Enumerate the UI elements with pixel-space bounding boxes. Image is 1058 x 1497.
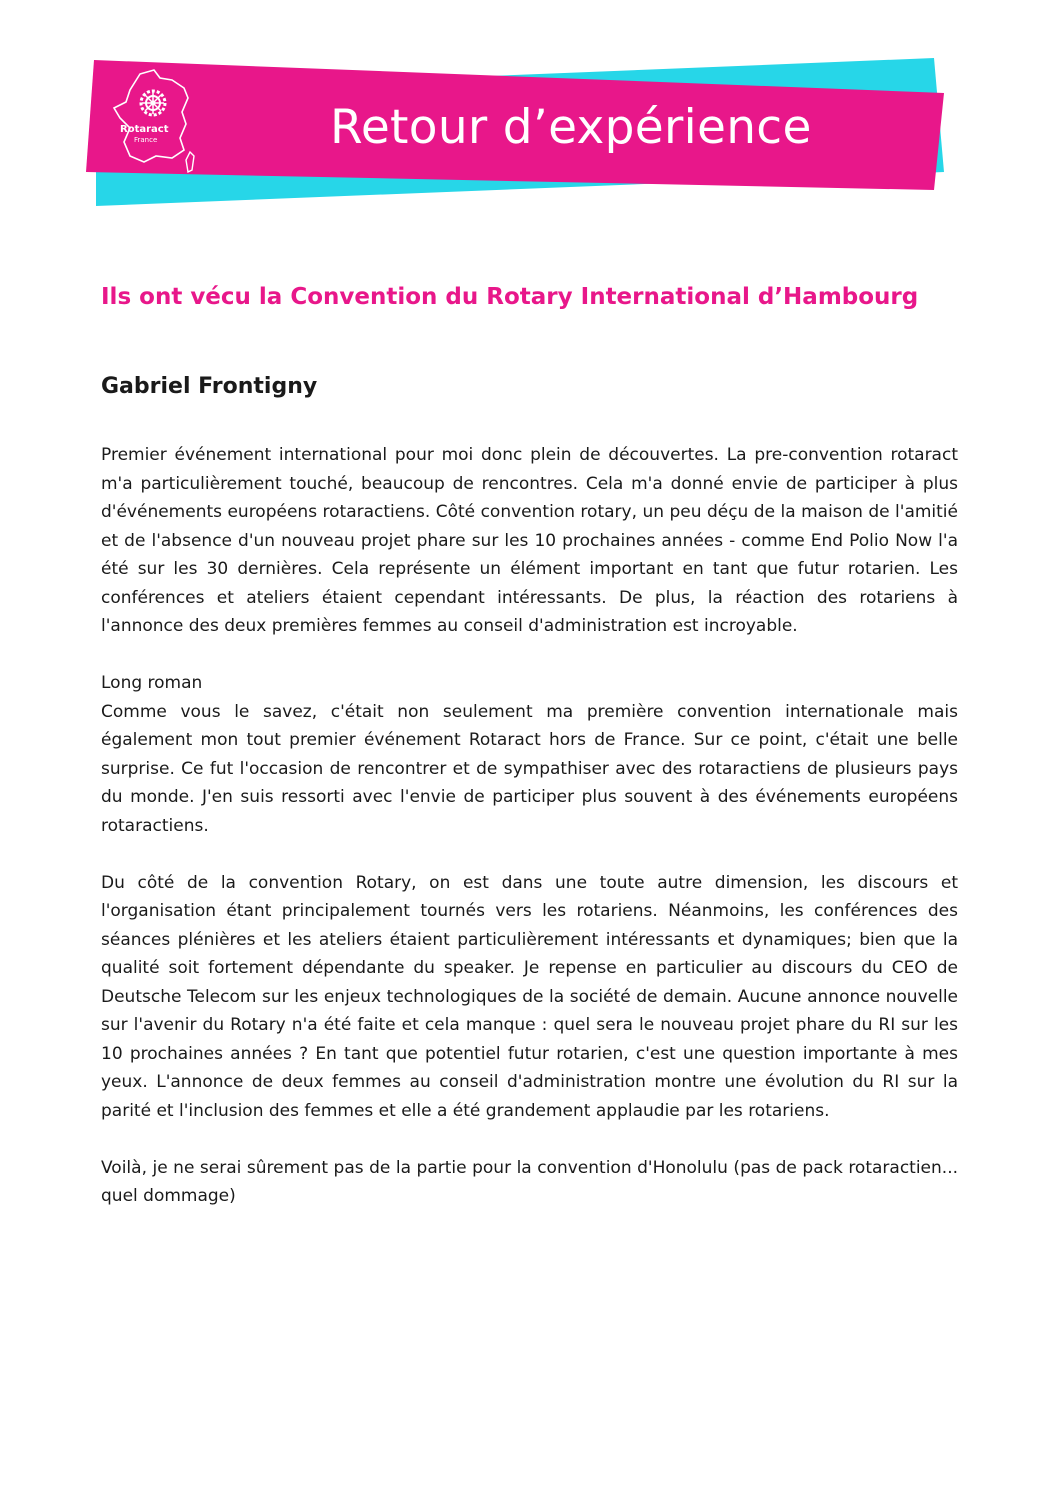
rotaract-france-logo: [110, 68, 198, 176]
logo-name: Rotaract: [120, 124, 169, 135]
paragraph-long-review-3: Voilà, je ne serai sûrement pas de la partie pour la convention d'Honolulu (pas de pack rotaractien... quel dommage): [101, 1157, 958, 1206]
long-review-label: Long roman: [101, 673, 203, 693]
paragraph-short-review: Premier événement international pour moi donc plein de découvertes. La pre-convention rotaract m'a particulièrement touché, beaucoup de rencontres. Cela m'a donné envie de participer à plus d'événements européens rotaractiens. Côté convention rotary, un peu déçu de la maison de l'amitié et de l'absence d'un nouveau projet phare sur les 10 prochaines années - comme End Polio Now l'a été sur les 30 dernières. Cela représente un élément important en tant que futur rotarien. Les conférences et ateliers étaient cependant intéressants. De plus, la réaction des rotariens à l'annonce des deux premières femmes au conseil d'administration est incroyable.: [101, 445, 958, 636]
article-body: [101, 441, 958, 1239]
logo-country: France: [134, 136, 158, 144]
paragraph-long-review-1: Comme vous le savez, c'était non seulement ma première convention internationale mais également mon tout premier événement Rotaract hors de France. Sur ce point, c'était une belle surprise. Ce fut l'occasion de rencontrer et de sympathiser avec des rotaractiens de plusieurs pays du monde. J'en suis ressorti avec l'envie de participer plus souvent à des événements européens rotaractiens.: [101, 701, 958, 836]
france-map-icon: [110, 68, 198, 176]
document-subtitle: Ils ont vécu la Convention du Rotary International d’Hambourg: [101, 284, 919, 310]
rotary-wheel-icon: [138, 88, 168, 118]
page-title: Retour d’expérience: [330, 100, 812, 155]
header-banner: [0, 0, 1058, 230]
author-name: Gabriel Frontigny: [101, 374, 318, 399]
paragraph-long-review-2: Du côté de la convention Rotary, on est dans une toute autre dimension, les discours et l'organisation étant principalement tournés vers les rotariens. Néanmoins, les conférences des séances plénières et les ateliers étaient particulièrement intéressants et dynamiques; bien que la qualité soit fortement dépendante du speaker. Je repense en particulier au discours du CEO de Deutsche Telecom sur les enjeux technologiques de la société de demain. Aucune annonce nouvelle sur l'avenir du Rotary n'a été faite et cela manque : quel sera le nouveau projet phare du RI sur les 10 prochaines années ? En tant que potentiel futur rotarien, c'est une question importante à mes yeux. L'annonce de deux femmes au conseil d'administration montre une évolution du RI sur la parité et l'inclusion des femmes et elle a été grandement applaudie par les rotariens.: [101, 872, 958, 1121]
